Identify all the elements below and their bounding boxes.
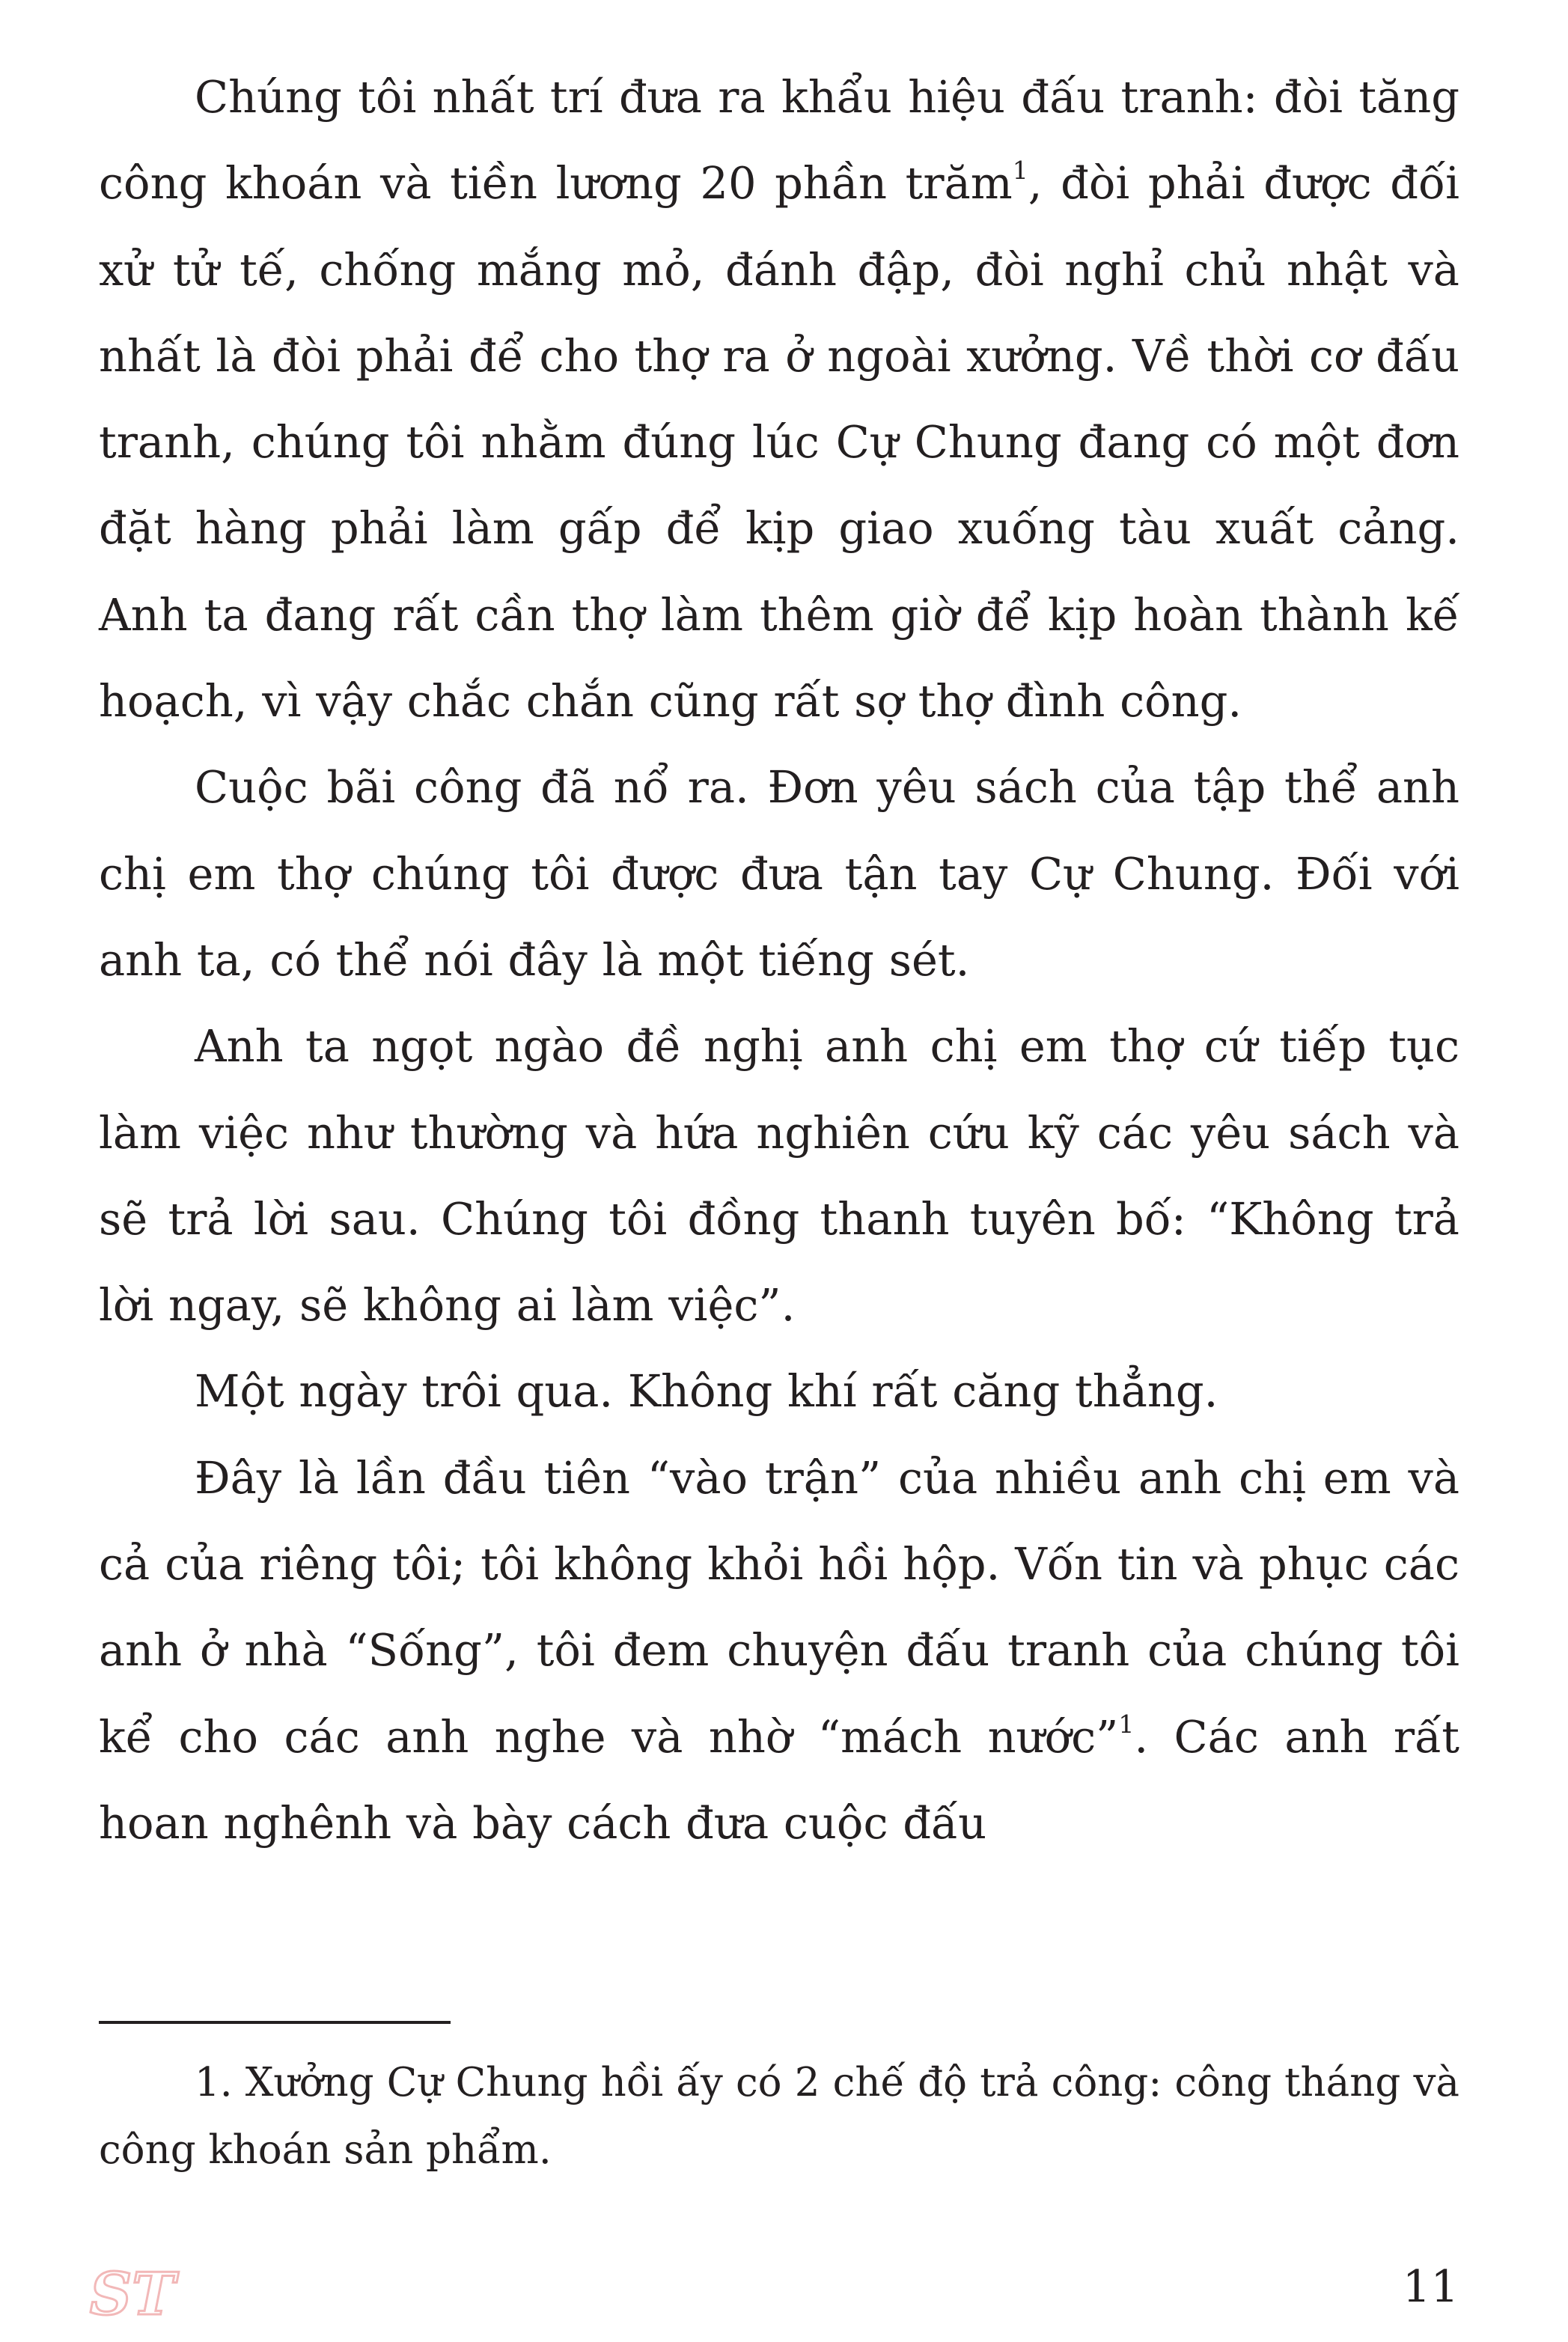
paragraph-text: . Các anh rất hoan nghênh và bày cách đưa cuộc đấu: [99, 1710, 1460, 1849]
paragraph-text: , đòi phải được đối xử tử tế, chống mắng mỏ, đánh đập, đòi nghỉ chủ nhật và nhất là đòi phải để cho thợ ra ở ngoài xưởng. Về thời cơ đấu tranh, chúng tôi nhằm đúng lúc Cự Chung đang có một đơn đặt hàng phải làm gấp để kịp giao xuống tàu xuất cảng. Anh ta đang rất cần thợ làm thêm giờ để kịp hoàn thành kế hoạch, vì vậy chắc chắn cũng rất sợ thợ đình công.: [99, 157, 1459, 728]
footnote-divider: [99, 2021, 451, 2024]
paragraph-text: Chúng tôi nhất trí đưa ra khẩu hiệu đấu tranh: đòi tăng công khoán và tiền lương 20 phần trăm: [99, 71, 1459, 210]
paragraph: [99, 1348, 1459, 1434]
paragraph-text: Anh ta ngọt ngào đề nghị anh chị em thợ cứ tiếp tục làm việc như thường và hứa nghiên cứu kỹ các yêu sách và sẽ trả lời sau. Chúng tôi đồng thanh tuyên bố: “Không trả lời ngay, sẽ không ai làm việc”.: [99, 1020, 1459, 1332]
footnote: 1. Xưởng Cự Chung hồi ấy có 2 chế độ trả công: công tháng và công khoán sản phẩm.: [99, 2060, 1459, 2173]
paragraph-text: Cuộc bãi công đã nổ ra. Đơn yêu sách của tập thể anh chị em thợ chúng tôi được đưa tận tay Cự Chung. Đối với anh ta, có thể nói đây là một tiếng sét.: [99, 761, 1459, 986]
footnote-ref: 1: [1118, 1709, 1135, 1739]
paragraph-text: Đây là lần đầu tiên “vào trận” của nhiều anh chị em và cả của riêng tôi; tôi không khỏi hồi hộp. Vốn tin và phục các anh ở nhà “Sống”, tôi đem chuyện đấu tranh của chúng tôi kể cho các anh nghe và nhờ “mách nước”: [99, 1451, 1459, 1763]
paragraph: [99, 54, 1459, 744]
publisher-logo-text: ST: [89, 2260, 176, 2329]
page-number: 11: [1402, 2260, 1459, 2312]
paragraph: [99, 1435, 1459, 1866]
body-text: [99, 54, 1459, 1866]
paragraph: [99, 744, 1459, 1003]
paragraph-text: Một ngày trôi qua. Không khí rất căng thẳng.: [195, 1365, 1218, 1418]
footnote-ref: 1: [1012, 156, 1028, 186]
paragraph: [99, 1003, 1459, 1348]
publisher-logo-icon: [89, 2253, 176, 2329]
